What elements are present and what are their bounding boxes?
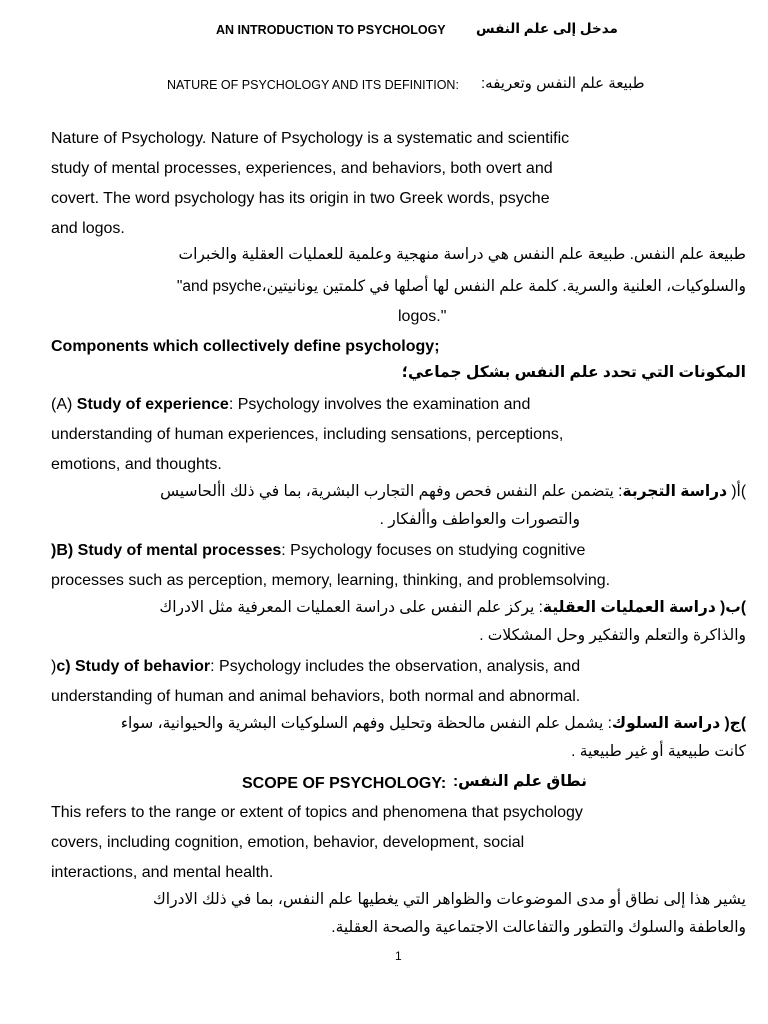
component-c-ar-line-2: كانت طبيعية أو غير طبيعية .	[571, 743, 746, 760]
component-a-line-2: understanding of human experiences, including sensations, perceptions,	[51, 426, 564, 443]
nature-ar-latin-part: "and psyche	[176, 278, 262, 295]
component-a-line-3: emotions, and thoughts.	[51, 456, 222, 473]
component-b-ar-line-2: والذاكرة والتعلم والتفكير وحل المشكلات .	[479, 627, 746, 644]
nature-paragraph-en-line-2: study of mental processes, experiences, and behaviors, both overt and	[51, 160, 553, 177]
component-c-ar-line-1: )ج( دراسة السلوك: يشمل علم النفس مالحظة وتحليل وفهم السلوكيات البشرية والحيوانية، سواء	[120, 715, 746, 732]
page-title-en: AN INTRODUCTION TO PSYCHOLOGY	[216, 23, 446, 37]
nature-paragraph-en-line-4: and logos.	[51, 220, 125, 237]
scope-paragraph-en-line-3: interactions, and mental health.	[51, 864, 274, 881]
scope-heading-en: SCOPE OF PSYCHOLOGY:	[242, 775, 447, 792]
nature-ar-arabic-part: والسلوكيات، العلنية والسرية. كلمة علم النفس لها أصلها في كلمتين يونانيتين،	[261, 278, 746, 295]
components-heading-en: Components which collectively define psychology;	[51, 338, 440, 355]
component-b-line-2: processes such as perception, memory, learning, thinking, and problemsolving.	[51, 572, 611, 589]
scope-paragraph-en-line-2: covers, including cognition, emotion, behavior, development, social	[51, 834, 525, 851]
nature-paragraph-ar-line-3: logos."	[398, 308, 447, 325]
page-title-ar: مدخل إلى علم النفس	[476, 21, 618, 36]
component-a-ar-line-1: )أ( دراسة التجربة: يتضمن علم النفس فحص وفهم التجارب البشرية، بما في ذلك األحاسيس	[160, 483, 746, 500]
components-heading-ar: المكونات التي تحدد علم النفس بشكل جماعي؛	[401, 364, 746, 381]
component-b-ar-line-1: )ب( دراسة العمليات العقلية: يركز علم النفس على دراسة العمليات المعرفية مثل الادراك	[159, 599, 746, 616]
nature-heading-en: NATURE OF PSYCHOLOGY AND ITS DEFINITION:	[167, 78, 459, 92]
scope-paragraph-ar-line-2: والعاطفة والسلوك والتطور والتفاعالت الاجتماعية والصحة العقلية.	[331, 919, 746, 936]
nature-paragraph-en-line-3: covert. The word psychology has its origin in two Greek words, psyche	[51, 190, 550, 207]
nature-paragraph-en-line-1: Nature of Psychology. Nature of Psychology is a systematic and scientific	[51, 130, 570, 147]
scope-paragraph-en-line-1: This refers to the range or extent of topics and phenomena that psychology	[51, 804, 583, 821]
scope-heading-ar: نطاق علم النفس:	[453, 773, 587, 790]
nature-paragraph-ar-line-1: طبيعة علم النفس. طبيعة علم النفس هي دراسة منهجية وعلمية للعمليات العقلية والخبرات	[178, 246, 746, 263]
component-a-line-1: (A) Study of experience: Psychology involves the examination and	[51, 396, 531, 413]
nature-paragraph-ar-line-2	[177, 279, 746, 295]
component-c-line-2: understanding of human and animal behaviors, both normal and abnormal.	[51, 688, 581, 705]
component-b-line-1: )B) Study of mental processes: Psychology focuses on studying cognitive	[51, 542, 586, 559]
component-c-line-1: )c) Study of behavior: Psychology includes the observation, analysis, and	[51, 658, 581, 675]
page-number: 1	[395, 949, 402, 963]
component-a-ar-line-2: والتصورات والعواطف واألفكار .	[379, 511, 580, 528]
scope-paragraph-ar-line-1: يشير هذا إلى نطاق أو مدى الموضوعات والظواهر التي يغطيها علم النفس، بما في ذلك الادراك	[153, 891, 746, 908]
nature-heading-ar: طبيعة علم النفس وتعريفه:	[481, 75, 645, 92]
